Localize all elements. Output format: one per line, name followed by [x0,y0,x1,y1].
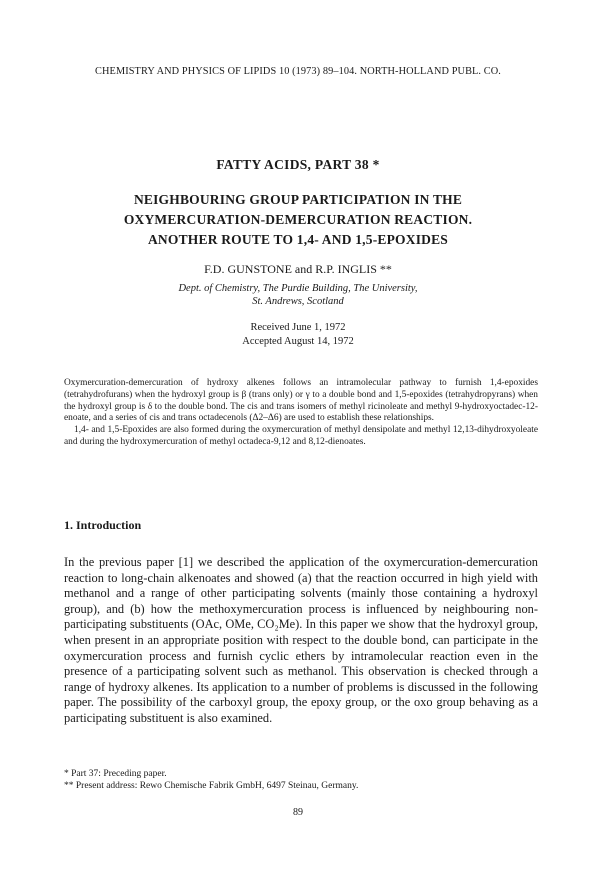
accepted-date: Accepted August 14, 1972 [242,336,354,347]
affiliation-line: Dept. of Chemistry, The Purdie Building, The University, [178,283,418,294]
abstract [64,378,538,449]
authors: F.D. GUNSTONE and R.P. INGLIS ** [204,262,392,276]
page-number: 89 [293,807,303,818]
title-line: NEIGHBOURING GROUP PARTICIPATION IN THE [133,192,463,207]
footnote: ** Present address: Rewo Chemische Fabrik GmbH, 6497 Steinau, Germany. [64,781,359,791]
abstract-paragraph: Oxymercuration-demercuration of hydroxy alkenes follows an intramolecular pathway to furnish 1,4-epoxides (tetrahydrofurans) when the hydroxyl group is β (trans only) or γ to a double bond and 1,5-epoxides (tetrahydropyrans) when the hydroxyl group is δ to the double bond. The cis and trans isomers of methyl ricinoleate and methyl 9-hydroxyoctadec-12-enoate, and a series of cis and trans octadecenols (Δ2–Δ6) are used to establish these relationships. [64,378,538,424]
introduction-body [64,555,538,727]
affiliation [0,282,596,308]
journal-header: CHEMISTRY AND PHYSICS OF LIPIDS 10 (1973) 89–104. NORTH-HOLLAND PUBL. CO. [95,66,501,77]
title-line: ANOTHER ROUTE TO 1,4- AND 1,5-EPOXIDES [147,232,449,247]
abstract-paragraph: 1,4- and 1,5-Epoxides are also formed during the oxymercuration of methyl densipolate and methyl 12,13-dihydroxyoleate and during the hydroxymercuration of methyl octadeca-9,12 and 8,12-dienoates. [64,425,538,447]
affiliation-line: St. Andrews, Scotland [252,296,344,307]
section-heading-introduction: 1. Introduction [64,518,142,532]
submission-dates [0,321,596,349]
paper-title [40,190,556,250]
footnote: * Part 37: Preceding paper. [64,769,167,779]
received-date: Received June 1, 1972 [250,322,346,333]
footnotes [64,768,538,792]
title-line: OXYMERCURATION-DEMERCURATION REACTION. [123,212,473,227]
series-title: FATTY ACIDS, PART 38 * [216,157,380,172]
introduction-paragraph: In the previous paper [1] we described the application of the oxymercuration-demercuration reaction to long-chain alkenoates and showed (a) that the reaction occurred in high yield with methanol and a range of other participating solvents (mainly those containing a hydroxyl group), and (b) how the methoxymercuration process is influenced by neighbouring non-participating substituents (OAc, OMe, CO₂Me). In this paper we show that the hydroxyl group, when present in an appropriate position with respect to the double bond, can participate in the oxymercuration process and furnish cyclic ethers by intramolecular reaction even in the presence of a participating solvent such as methanol. This observation is checked through a range of hydroxy alkenes. Its application to a number of problems is discussed in the following paper. The possibility of the carboxyl group, the epoxy group, or the oxo group behaving as a participating substituent is also examined. [64,555,538,725]
